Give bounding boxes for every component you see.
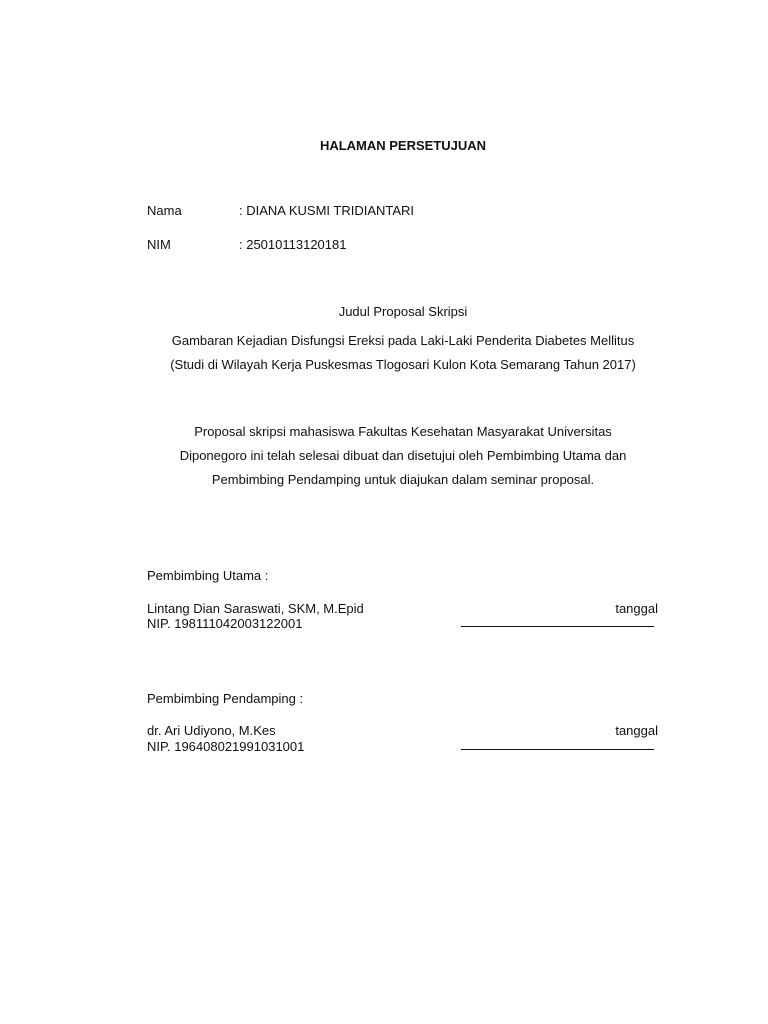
statement-line-1: Proposal skripsi mahasiswa Fakultas Kesehatan Masyarakat Universitas: [194, 424, 612, 439]
pembimbing-utama-heading: Pembimbing Utama :: [147, 568, 269, 583]
pembimbing-utama-nip: NIP. 198111042003122001: [147, 616, 303, 631]
pembimbing-utama-date-label: tanggal: [615, 601, 658, 616]
pembimbing-utama-signature-line: [461, 626, 654, 627]
pembimbing-pendamping-heading: Pembimbing Pendamping :: [147, 691, 304, 706]
judul-line-1: Gambaran Kejadian Disfungsi Ereksi pada Laki-Laki Penderita Diabetes Mellitus: [171, 333, 635, 348]
pembimbing-pendamping-name: dr. Ari Udiyono, M.Kes: [147, 723, 276, 738]
statement-line-2: Diponegoro ini telah selesai dibuat dan disetujui oleh Pembimbing Utama dan: [179, 448, 627, 463]
nama-value: : DIANA KUSMI TRIDIANTARI: [239, 203, 415, 218]
nim-value: : 25010113120181: [239, 237, 347, 252]
pembimbing-utama-name: Lintang Dian Saraswati, SKM, M.Epid: [147, 601, 364, 616]
judul-line-2: (Studi di Wilayah Kerja Puskesmas Tlogosari Kulon Kota Semarang Tahun 2017): [170, 357, 636, 372]
pembimbing-pendamping-date-label: tanggal: [615, 723, 658, 738]
nama-label: Nama: [147, 203, 182, 218]
page-title: HALAMAN PERSETUJUAN: [319, 138, 487, 153]
pembimbing-pendamping-nip: NIP. 196408021991031001: [147, 739, 305, 754]
approval-statement: [140, 420, 666, 492]
pembimbing-pendamping-signature-line: [461, 749, 654, 750]
statement-line-3: Pembimbing Pendamping untuk diajukan dalam seminar proposal.: [211, 472, 595, 487]
nim-label: NIM: [147, 237, 171, 252]
judul-heading: Judul Proposal Skripsi: [338, 304, 468, 319]
